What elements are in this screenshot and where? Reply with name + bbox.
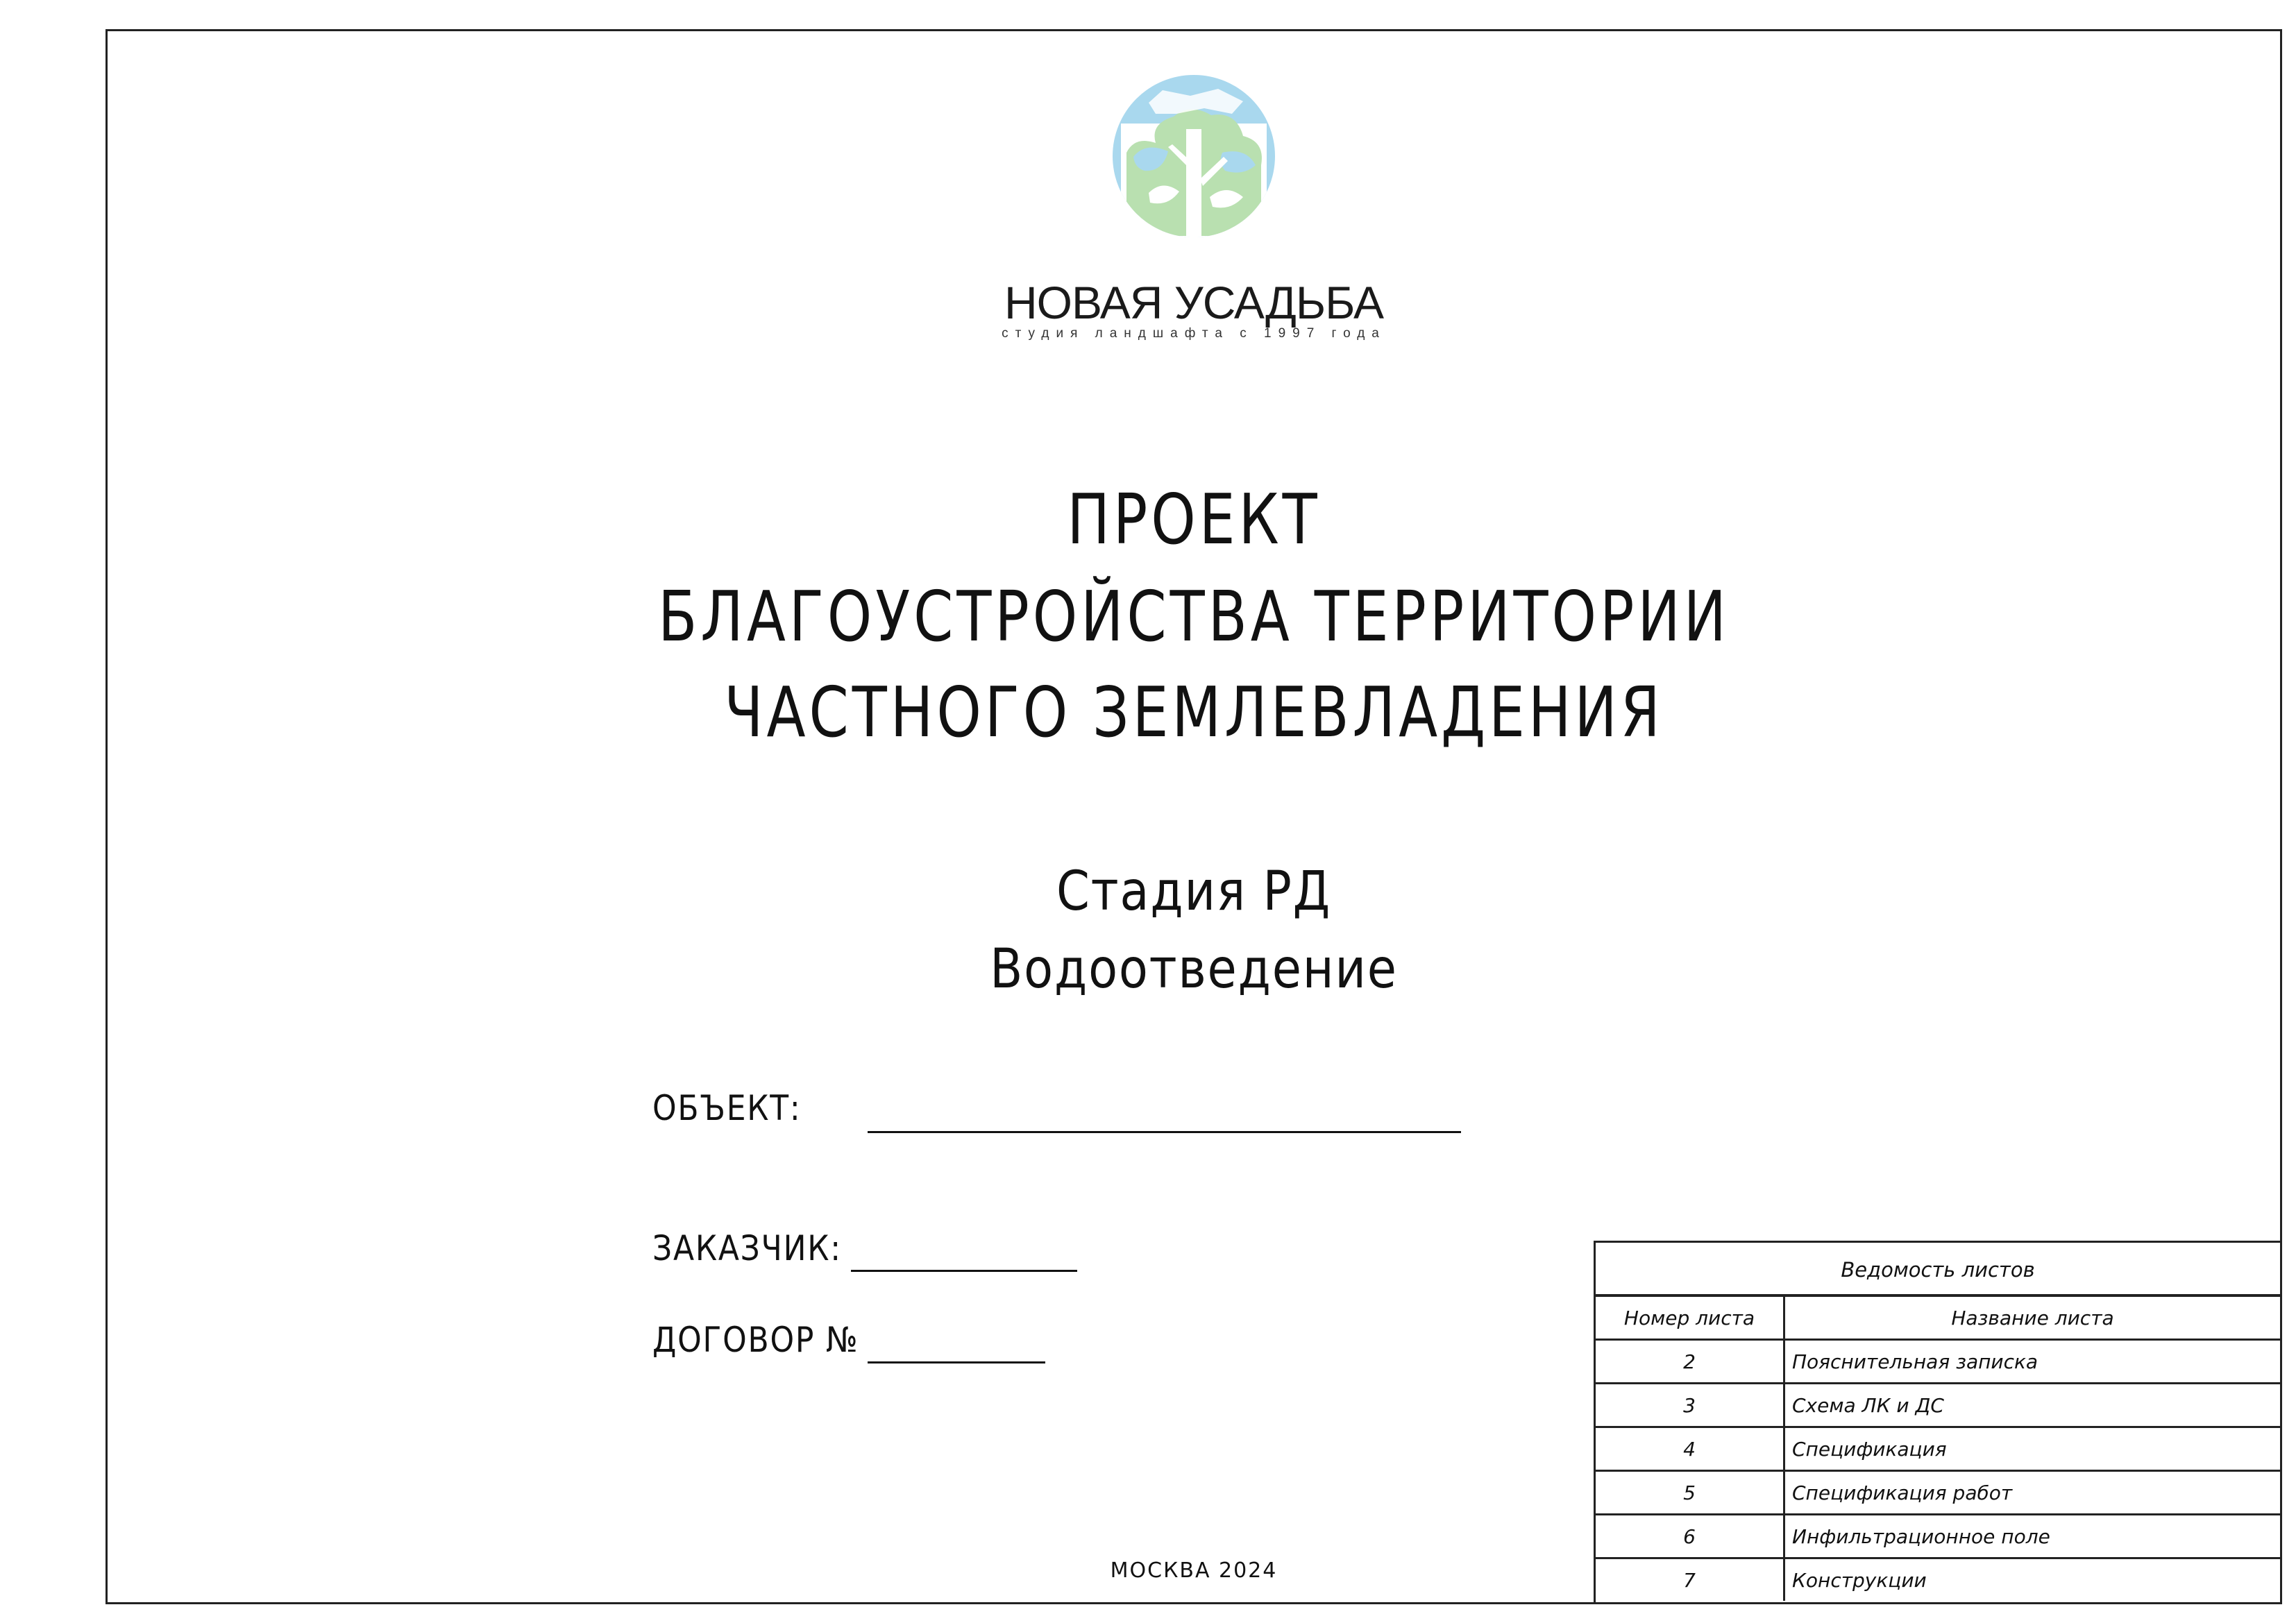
sheet-list-table — [1594, 1241, 2282, 1604]
sheet-number: 5 — [1596, 1471, 1784, 1515]
table-row — [1596, 1384, 2280, 1427]
city-year: МОСКВА 2024 — [1110, 1558, 1278, 1583]
sheet-name: Инфильтрационное поле — [1784, 1515, 2281, 1558]
stage-label: Стадия РД — [1056, 860, 1331, 923]
table-row — [1596, 1340, 2280, 1384]
sheet-name: Спецификация работ — [1784, 1471, 2281, 1515]
sheet-number: 3 — [1596, 1384, 1784, 1427]
column-header-name: Название листа — [1784, 1297, 2281, 1340]
title-line-1: ПРОЕКТ — [1067, 479, 1321, 560]
section-label: Водоотведение — [990, 938, 1398, 1001]
brand-tagline: студия ландшафта с 1997 года — [1002, 326, 1386, 341]
brand-name: НОВАЯ УСАДЬБА — [1004, 277, 1384, 328]
table-row — [1596, 1515, 2280, 1558]
object-label: ОБЪЕКТ: — [652, 1088, 802, 1128]
sheet-number: 4 — [1596, 1427, 1784, 1471]
customer-field-line — [851, 1270, 1077, 1272]
sheet-name: Спецификация — [1784, 1427, 2281, 1471]
contract-label: ДОГОВОР № — [652, 1320, 859, 1360]
sheet-list-header-row — [1596, 1297, 2280, 1340]
title-line-2: БЛАГОУСТРОЙСТВА ТЕРРИТОРИИ — [658, 576, 1730, 657]
sheet-number: 2 — [1596, 1340, 1784, 1384]
sheet-number: 7 — [1596, 1558, 1784, 1601]
sheet-name: Пояснительная записка — [1784, 1340, 2281, 1384]
tree-emblem-icon — [1107, 75, 1281, 248]
contract-field-line — [868, 1361, 1045, 1363]
customer-label: ЗАКАЗЧИК: — [652, 1228, 842, 1268]
sheet-list-caption: Ведомость листов — [1596, 1243, 2280, 1297]
object-field-line — [868, 1131, 1461, 1133]
table-row — [1596, 1471, 2280, 1515]
table-row — [1596, 1558, 2280, 1601]
table-row — [1596, 1427, 2280, 1471]
title-line-3: ЧАСТНОГО ЗЕМЛЕВЛАДЕНИЯ — [724, 672, 1664, 753]
sheet-name: Схема ЛК и ДС — [1784, 1384, 2281, 1427]
sheet-name: Конструкции — [1792, 1568, 1927, 1592]
sheet-number: 6 — [1596, 1515, 1784, 1558]
sheet-list-grid — [1596, 1297, 2280, 1601]
column-header-number: Номер листа — [1596, 1297, 1784, 1340]
